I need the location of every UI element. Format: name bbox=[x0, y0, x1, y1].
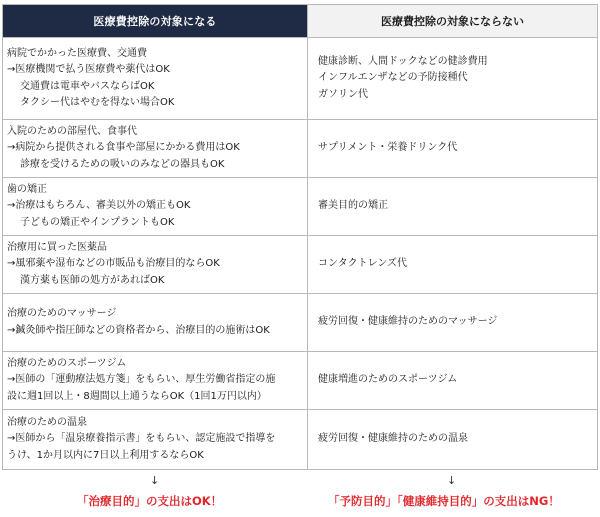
not-eligible-item: 健康増進のためのスポーツジム bbox=[318, 374, 458, 386]
eligible-item-detail: →風邪薬や湿布などの市販品も治療目的ならOK bbox=[7, 258, 220, 270]
eligible-item-detail: →医師の「運動療法処方箋」をもらい、厚生労働省指定の施 bbox=[7, 374, 276, 386]
eligible-item-detail: 設に週1回以上・8週間以上通うならOK（1回1万円以内） bbox=[7, 390, 267, 402]
eligible-cell bbox=[3, 410, 308, 470]
table-row bbox=[3, 120, 598, 178]
eligible-item-detail: うけ、1か月以内に7日以上利用するならOK bbox=[7, 449, 204, 461]
table-header-row bbox=[3, 5, 598, 38]
eligible-item-title: 治療のためのマッサージ bbox=[7, 308, 117, 319]
arrow-down-left-icon: ↓ bbox=[150, 474, 160, 487]
eligible-item-detail: 子どもの矯正やインプラントもOK bbox=[20, 216, 175, 228]
eligible-cell bbox=[3, 236, 308, 294]
eligible-item-title: 治療のためのスポーツジム bbox=[7, 357, 127, 369]
eligible-item-title: 治療用に買った医薬品 bbox=[7, 241, 107, 253]
not-eligible-item: 健康診断、人間ドックなどの健診費用 bbox=[318, 55, 488, 67]
table-row bbox=[3, 294, 598, 352]
not-eligible-item: コンタクトレンズ代 bbox=[318, 258, 408, 270]
not-eligible-cell bbox=[308, 352, 598, 410]
header-eligible: 医療費控除の対象になる bbox=[3, 5, 308, 38]
header-not-eligible: 医療費控除の対象にならない bbox=[308, 5, 598, 38]
not-eligible-cell bbox=[308, 410, 598, 470]
eligible-item-detail: 診療を受けるための吸いのみなどの器具もOK bbox=[20, 158, 225, 170]
eligible-item-detail: タクシー代はやむを得ない場合OK bbox=[20, 97, 175, 108]
eligible-item-detail: →医療機関で払う医療費や薬代はOK bbox=[7, 64, 170, 75]
not-eligible-cell bbox=[308, 120, 598, 178]
not-eligible-item: サプリメント・栄養ドリンク代 bbox=[318, 142, 458, 154]
table-row bbox=[3, 352, 598, 410]
not-eligible-item: 疲労回復・健康維持のためのマッサージ bbox=[318, 316, 498, 328]
eligible-cell bbox=[3, 352, 308, 410]
not-eligible-item: ガソリン代 bbox=[318, 88, 368, 100]
arrow-down-right-icon: ↓ bbox=[447, 474, 457, 487]
not-eligible-item: インフルエンザなどの予防接種代 bbox=[318, 72, 468, 84]
table-row bbox=[3, 410, 598, 470]
eligible-item-detail: →病院から提供される食事や部屋にかかる費用はOK bbox=[7, 142, 240, 154]
not-eligible-item: 疲労回復・健康維持のための温泉 bbox=[318, 433, 468, 445]
eligible-item-detail: →鍼灸師や指圧師などの資格者から、治療目的の施術はOK bbox=[7, 324, 270, 336]
table-row bbox=[3, 178, 598, 236]
eligible-item-title: 入院のための部屋代、食事代 bbox=[7, 125, 137, 137]
eligible-cell bbox=[3, 38, 308, 120]
medical-deduction-table bbox=[2, 4, 598, 470]
eligible-item-detail: →医師から「温泉療養指示書」をもらい、認定施設で指導を bbox=[7, 433, 276, 445]
not-eligible-item: 審美目的の矯正 bbox=[318, 200, 388, 212]
eligible-item-detail: 漢方薬も医師の処方があればOK bbox=[20, 274, 165, 286]
eligible-item-detail: 交通費は電車やバスならばOK bbox=[20, 80, 155, 92]
not-eligible-cell bbox=[308, 294, 598, 352]
not-eligible-cell bbox=[308, 236, 598, 294]
not-eligible-cell bbox=[308, 178, 598, 236]
eligible-item-title: 病院でかかった医療費、交通費 bbox=[7, 47, 147, 59]
table-row bbox=[3, 38, 598, 120]
eligible-cell bbox=[3, 294, 308, 352]
eligible-cell bbox=[3, 120, 308, 178]
eligible-item-title: 歯の矯正 bbox=[7, 183, 47, 195]
conclusion-not-eligible: 「予防目的」「健康維持目的」の支出はNG！ bbox=[328, 494, 560, 508]
eligible-item-detail: →治療はもちろん、審美以外の矯正もOK bbox=[7, 200, 191, 212]
not-eligible-cell bbox=[308, 38, 598, 120]
eligible-item-title: 治療のための温泉 bbox=[7, 416, 87, 428]
conclusion-eligible: 「治療目的」の支出はOK！ bbox=[77, 494, 223, 508]
table-row bbox=[3, 236, 598, 294]
eligible-cell bbox=[3, 178, 308, 236]
